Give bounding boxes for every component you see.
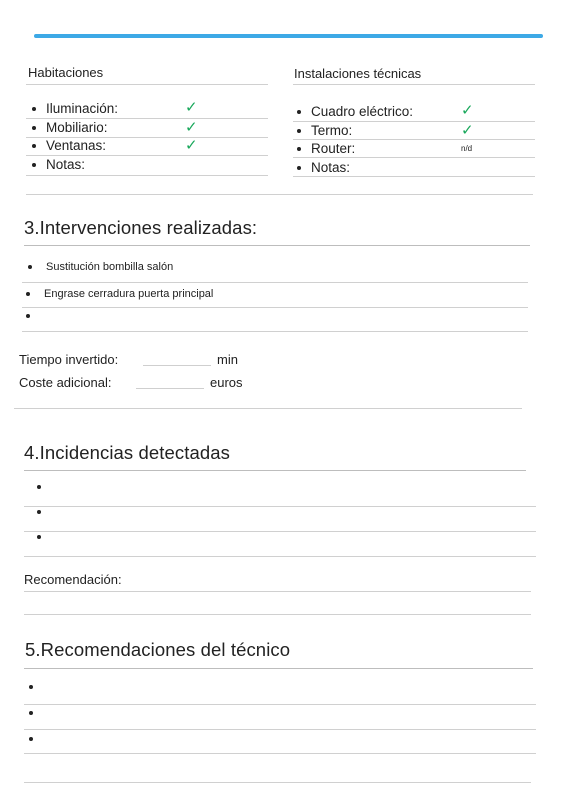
habitaciones-title: Habitaciones <box>28 65 104 80</box>
section5-title: 5.Recomendaciones del técnico <box>25 639 291 660</box>
check-icon: ✓ <box>185 137 198 154</box>
instalaciones-title: Instalaciones técnicas <box>294 66 422 81</box>
divider <box>24 506 536 507</box>
divider <box>293 121 535 122</box>
check-icon: ✓ <box>461 102 474 119</box>
section4-title: 4.Incidencias detectadas <box>24 442 231 463</box>
habitaciones-item-iluminacion: Iluminación: <box>32 101 118 116</box>
header-accent-bar <box>34 34 543 38</box>
list-item <box>26 314 40 318</box>
divider <box>26 194 533 195</box>
list-item: Sustitución bombilla salón <box>28 261 173 273</box>
divider <box>22 282 528 283</box>
instalaciones-item-cuadro: Cuadro eléctrico: <box>297 104 413 119</box>
coste-field[interactable] <box>136 388 204 389</box>
list-item <box>37 510 51 514</box>
list-item <box>29 737 43 741</box>
divider <box>14 408 522 409</box>
habitaciones-item-notas: Notas: <box>32 157 85 172</box>
divider <box>24 245 530 246</box>
divider <box>24 614 531 615</box>
divider <box>24 531 536 532</box>
instalaciones-item-router: Router: <box>297 141 355 156</box>
divider <box>24 668 533 669</box>
divider <box>22 331 528 332</box>
divider <box>22 307 528 308</box>
section3-title: 3.Intervenciones realizadas: <box>24 217 258 238</box>
check-icon: ✓ <box>185 99 198 116</box>
router-value: n/d <box>461 144 473 153</box>
divider <box>293 176 535 177</box>
list-item <box>37 485 51 489</box>
divider <box>293 139 535 140</box>
list-item <box>37 535 51 539</box>
habitaciones-item-ventanas: Ventanas: <box>32 138 106 153</box>
divider <box>293 157 535 158</box>
habitaciones-item-mobiliario: Mobiliario: <box>32 120 108 135</box>
divider <box>26 118 268 119</box>
divider <box>24 470 526 471</box>
tiempo-unit: min <box>217 352 238 367</box>
divider <box>26 175 268 176</box>
divider <box>26 155 268 156</box>
divider <box>24 753 536 754</box>
recomendacion-label: Recomendación: <box>24 572 122 587</box>
list-item <box>29 685 43 689</box>
divider <box>24 556 536 557</box>
coste-label: Coste adicional: <box>19 375 112 390</box>
list-item <box>29 711 43 715</box>
divider <box>24 591 531 592</box>
check-icon: ✓ <box>185 119 198 136</box>
check-icon: ✓ <box>461 122 474 139</box>
instalaciones-item-notas: Notas: <box>297 160 350 175</box>
divider <box>24 704 536 705</box>
coste-unit: euros <box>210 375 243 390</box>
divider <box>293 84 535 85</box>
list-item: Engrase cerradura puerta principal <box>26 288 213 300</box>
divider <box>24 729 536 730</box>
instalaciones-item-termo: Termo: <box>297 123 352 138</box>
tiempo-field[interactable] <box>143 365 211 366</box>
divider <box>26 84 268 85</box>
tiempo-label: Tiempo invertido: <box>19 352 119 367</box>
divider <box>24 782 531 783</box>
